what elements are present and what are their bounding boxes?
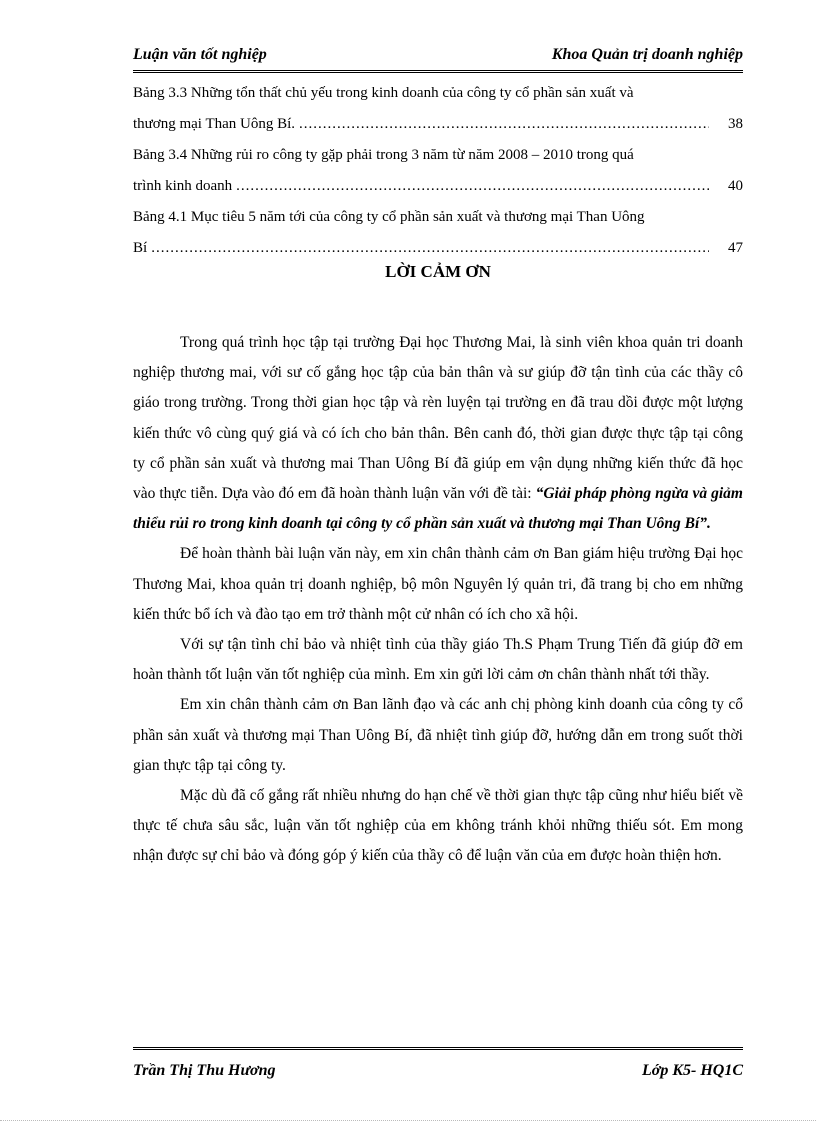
paragraph: Mặc dù đã cố gắng rất nhiều nhưng do hạn chế về thời gian thực tập cũng như hiểu biết về thực tế chưa sâu sắc, luận văn tốt nghiệp của em không tránh khỏi những thiếu sót. Em mong nhận được sự chỉ bảo và đóng góp ý kiến của thầy cô để luận văn của em được hoàn thiện hơn. bbox=[133, 787, 743, 865]
toc-leader-dots bbox=[151, 233, 709, 264]
toc-entry-title-cont: Bí bbox=[133, 240, 148, 256]
toc-entry-title-cont: trình kinh doanh bbox=[133, 178, 233, 194]
toc-entry[interactable] bbox=[133, 78, 743, 140]
page-footer bbox=[133, 1047, 743, 1084]
toc-entry-title: Bảng 3.3 Những tổn thất chủ yếu trong kinh doanh của công ty cổ phần sản xuất và bbox=[133, 85, 634, 101]
toc-page-number: 40 bbox=[728, 178, 743, 194]
thesis-topic: “Giải pháp phòng ngừa và giảm thiểu rủi ro trong kinh doanh tại công ty cổ phần sản xuất và thương mại Than Uông Bí”. bbox=[133, 485, 743, 533]
paragraph-text: Trong quá trình học tập tại trường Đại học Thương Mai, là sinh viên khoa quản tri doanh nghiệp thương mai, với sư cố gắng học tập của bản thân và sư giúp đỡ tận tình của các thầy cô giáo trong trường. Trong thời gian học tập và rèn luyện tại trường en đã trau dồi được một lượng kiến thức vô cùng quý giá và có ích cho bản thân. Bên canh đó, thời gian được thực tập tại công ty cổ phần sản xuất và thương mai Than Uông Bí đã giúp em vận dụng những kiến thức đã học vào thực tiễn. Dựa vào đó em đã hoàn thành luận văn với đề tài: bbox=[133, 334, 743, 503]
toc-entry[interactable] bbox=[133, 202, 743, 264]
toc-entry-title: Bảng 4.1 Mục tiêu 5 năm tới của công ty cổ phần sản xuất và thương mại Than Uông bbox=[133, 209, 645, 225]
toc-entry-title: Bảng 3.4 Những rủi ro công ty gặp phải trong 3 năm từ năm 2008 – 2010 trong quá bbox=[133, 147, 634, 163]
paragraph: Em xin chân thành cảm ơn Ban lãnh đạo và các anh chị phòng kinh doanh của công ty cổ phần sản xuất và thương mại Than Uông Bí, đã nhiệt tình giúp đỡ, hướng dẫn em trong suốt thời gian thực tập tại công ty. bbox=[133, 696, 743, 774]
toc-leader-dots bbox=[236, 171, 709, 202]
page-header bbox=[133, 44, 743, 73]
footer-class: Lớp K5- HQ1C bbox=[641, 1062, 743, 1079]
acknowledgement-body bbox=[133, 328, 743, 872]
toc-page-number: 47 bbox=[728, 240, 743, 256]
page-edge-divider bbox=[0, 1120, 816, 1121]
table-of-contents bbox=[133, 78, 743, 264]
paragraph: Với sự tận tình chỉ bảo và nhiệt tình của thầy giáo Th.S Phạm Trung Tiến đã giúp đỡ em hoàn thành tốt luận văn tốt nghiệp của mình. Em xin gửi lời cảm ơn chân thành nhất tới thầy. bbox=[133, 636, 743, 684]
toc-entry-title-cont: thương mại Than Uông Bí. bbox=[133, 116, 296, 132]
toc-leader-dots bbox=[299, 109, 709, 140]
toc-entry[interactable] bbox=[133, 140, 743, 202]
header-thesis-label: Luận văn tốt nghiệp bbox=[133, 46, 267, 63]
toc-page-number: 38 bbox=[728, 116, 743, 132]
paragraph: Để hoàn thành bài luận văn này, em xin chân thành cảm ơn Ban giám hiệu trường Đại học Thương Mai, khoa quản trị doanh nghiệp, bộ môn Nguyên lý quản tri, đã trang bị cho em những kiến thức bổ ích và đào tạo em trở thành một cử nhân có ích cho xã hội. bbox=[133, 545, 743, 623]
header-faculty-label: Khoa Quản trị doanh nghiệp bbox=[551, 46, 743, 63]
paragraph bbox=[133, 328, 743, 539]
footer-author: Trần Thị Thu Hương bbox=[133, 1062, 276, 1079]
section-title: LỜI CẢM ƠN bbox=[385, 262, 491, 281]
